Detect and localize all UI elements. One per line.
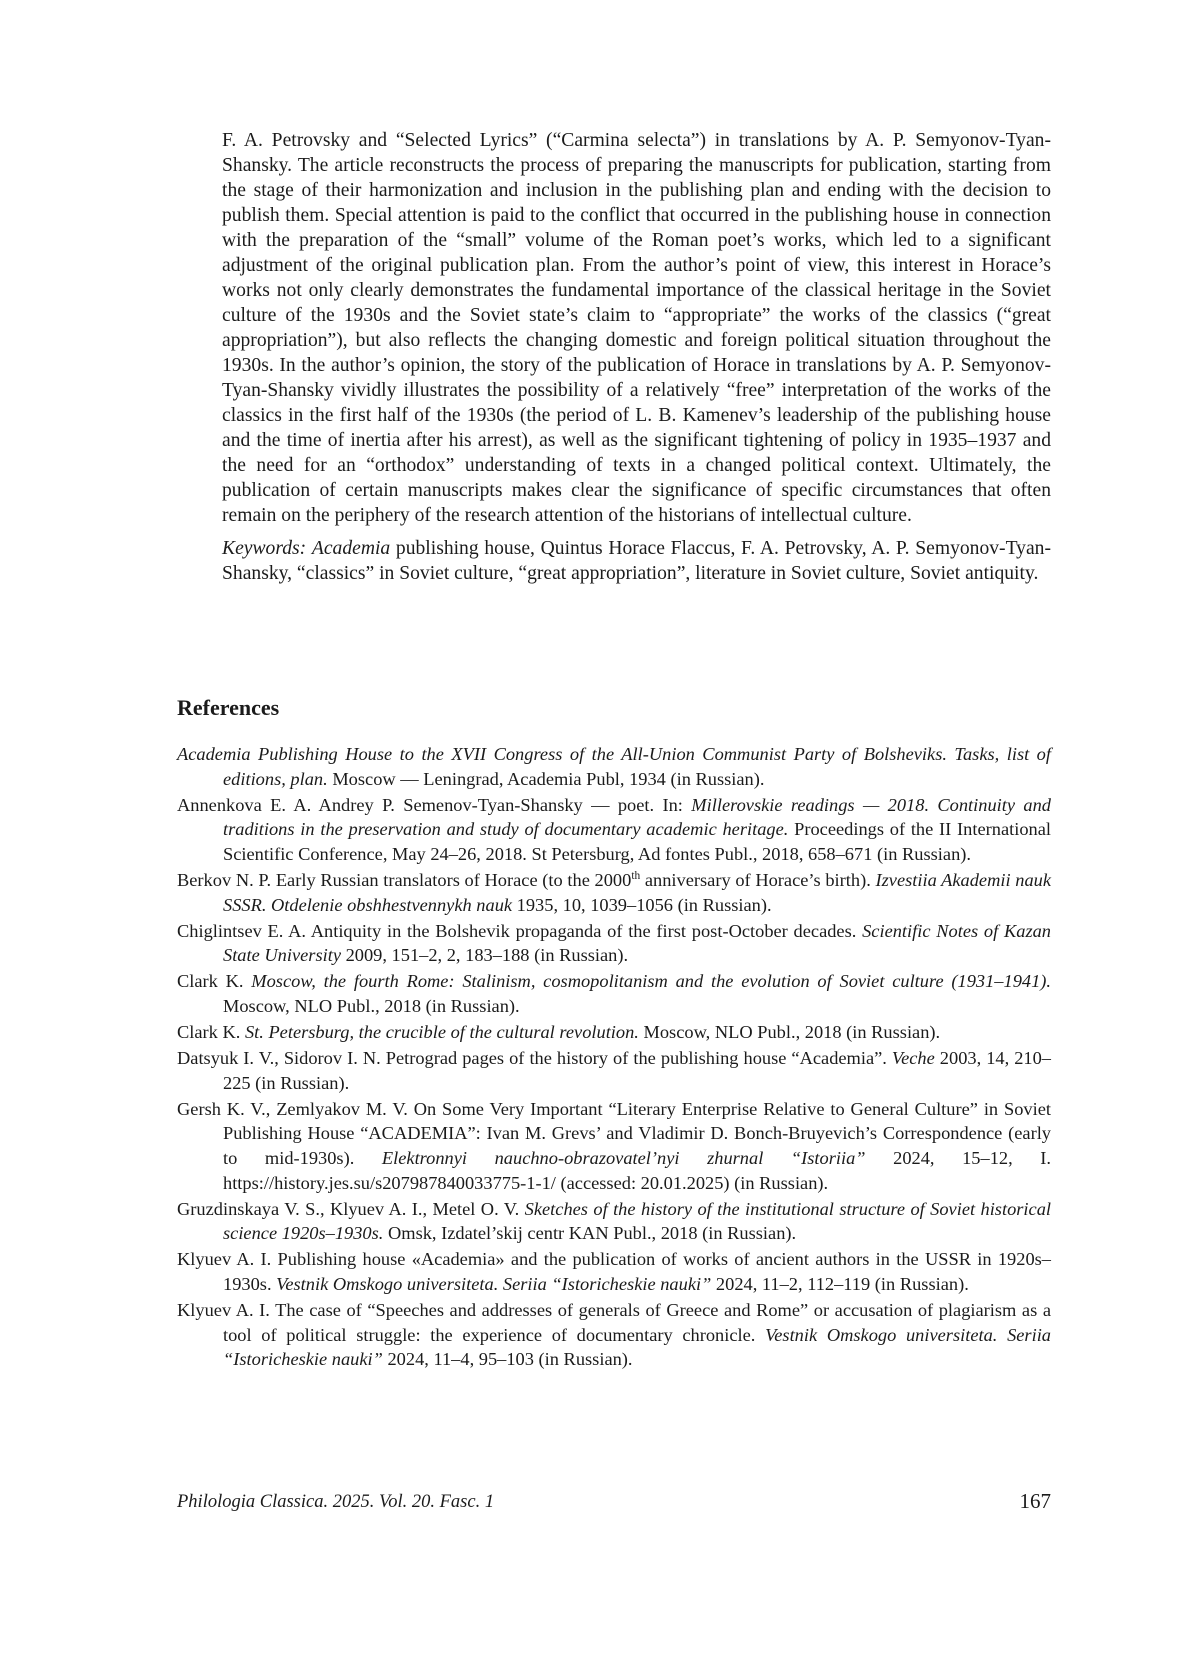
ref-title: Vestnik Omskogo universiteta. Seriia “Istoricheskie nauki” (223, 1324, 1051, 1370)
ref-author: Chiglintsev E. A. Antiquity in the Bolshevik propaganda of the first post-October decades. (177, 920, 863, 941)
ref-author-cont: anniversary of Horace’s birth). (640, 869, 876, 890)
ref-details: 1935, 10, 1039–1056 (in Russian). (512, 894, 772, 915)
footer-journal-citation: Philologia Classica. 2025. Vol. 20. Fasc. 1 (177, 1492, 495, 1512)
ref-details: 2009, 151–2, 2, 183–188 (in Russian). (340, 945, 629, 966)
ref-author: Gersh K. V., Zemlyakov M. V. On Some Very Important “Literary Enterprise Relative to General Culture” in Soviet Publishing House “ACADEMIA”: Ivan M. Grevs’ and Vladimir D. Bonch-Bruyevich’s Correspondence (early to mid-1930s). (177, 1098, 1051, 1168)
reference-item (177, 1197, 1051, 1246)
ref-title: Moscow, the fourth Rome: Stalinism, cosmopolitanism and the evolution of Soviet culture (1931–1941). (251, 971, 1052, 992)
ref-author: Berkov N. P. Early Russian translators of Horace (to the 2000 (177, 869, 632, 890)
reference-item (177, 793, 1051, 867)
ref-author: Klyuev A. I. Publishing house «Academia» and the publication of works of ancient authors in the USSR in 1920s–1930s. (177, 1249, 1051, 1294)
ref-title: Elektronnyi nauchno-obrazovatel’nyi zhurnal “Istoriia” (381, 1148, 866, 1168)
page-number: 167 (1019, 1489, 1051, 1513)
reference-item (177, 1020, 1051, 1045)
ref-title: Scientific Notes of Kazan State University (223, 920, 1051, 966)
ref-author: Gruzdinskaya V. S., Klyuev A. I., Metel O. V. (177, 1198, 525, 1219)
ref-author: Clark K. (177, 1022, 245, 1043)
ref-title: St. Petersburg, the crucible of the cultural revolution. (244, 1022, 639, 1043)
keywords-list: publishing house, Quintus Horace Flaccus, F. A. Petrovsky, A. P. Semyonov-Tyan-Shansky, “classics” in Soviet culture, “great appropriation”, literature in Soviet culture, Soviet antiquity. (222, 538, 1051, 584)
ref-author: Clark K. (177, 971, 252, 992)
ref-details: 2024, 15–12, I. https://history.jes.su/s207987840033775-1-1/ (accessed: 20.01.2025) (in Russian). (223, 1148, 1052, 1193)
reference-item (177, 742, 1051, 791)
ref-title: Sketches of the history of the institutional structure of Soviet historical science 1920s–1930s. (223, 1198, 1052, 1244)
keywords-label: Keywords: (222, 538, 307, 559)
ref-title: Academia Publishing House to the XVII Congress of the All-Union Communist Party of Bolsheviks. Tasks, list of editions, plan. (177, 744, 1051, 789)
ref-superscript: th (631, 869, 641, 882)
ref-details: Proceedings of the II International Scientific Conference, May 24–26, 2018. St Petersburg, Ad fontes Publ., 2018, 658–671 (in Russian). (223, 819, 1051, 864)
ref-author: Annenkova E. A. Andrey P. Semenov-Tyan-Shansky — poet. In: (177, 794, 692, 815)
reference-item (177, 1298, 1051, 1372)
ref-details: Moscow — Leningrad, Academia Publ, 1934 (in Russian). (327, 768, 765, 789)
ref-details: 2024, 11–4, 95–103 (in Russian). (382, 1349, 633, 1370)
ref-details: Omsk, Izdatel’skij centr KAN Publ., 2018 (in Russian). (383, 1223, 797, 1244)
ref-details: 2024, 11–2, 112–119 (in Russian). (711, 1273, 969, 1294)
abstract-body: F. A. Petrovsky and “Selected Lyrics” (“Carmina selecta”) in translations by A. P. Semyonov-Tyan-Shansky. The article reconstructs the process of preparing the manuscripts for publication, starting from the stage of their harmonization and inclusion in the publishing plan and ending with the decision to publish them. Special attention is paid to the conflict that occurred in the publishing house in connection with the preparation of the “small” volume of the Roman poet’s works, which led to a significant adjustment of the original publication plan. From the author’s point of view, this interest in Horace’s works not only clearly demonstrates the fundamental importance of the classical heritage in the Soviet culture of the 1930s and the Soviet state’s claim to “appropriate” the works of the classics (“great appropriation”), but also reflects the changing domestic and foreign political situation throughout the 1930s. In the author’s opinion, the story of the publication of Horace in translations by A. P. Semyonov-Tyan-Shansky vividly illustrates the possibility of a relatively “free” interpretation of the works of the classics in the first half of the 1930s (the period of L. B. Kamenev’s leadership of the publishing house and the time of inertia after his arrest), as well as the significant tightening of policy in 1935–1937 and the need for an “orthodox” understanding of texts in a changed political context. Ultimately, the publication of certain manuscripts makes clear the significance of specific circumstances that often remain on the periphery of the research attention of the historians of intellectual culture. (222, 130, 1051, 526)
references-list (177, 742, 1051, 1373)
keywords-first: Academia (311, 538, 391, 559)
abstract-section (222, 128, 1051, 586)
ref-details: 2003, 14, 210–225 (in Russian). (223, 1048, 1051, 1093)
ref-title: Izvestiia Akademii nauk SSSR. Otdelenie obshhestvennykh nauk (223, 869, 1052, 915)
reference-item (177, 868, 1051, 917)
reference-item (177, 1046, 1051, 1095)
references-heading: References (177, 695, 280, 720)
ref-author: Klyuev A. I. The case of “Speeches and addresses of generals of Greece and Rome” or accusation of plagiarism as a tool of political struggle: the experience of documentary chronicle. (177, 1300, 1051, 1345)
ref-details: Moscow, NLO Publ., 2018 (in Russian). (223, 995, 520, 1016)
ref-details: Moscow, NLO Publ., 2018 (in Russian). (638, 1022, 941, 1043)
ref-title: Vestnik Omskogo universiteta. Seriia “Istoricheskie nauki” (276, 1273, 712, 1294)
ref-title: Millerovskie readings — 2018. Continuity and traditions in the preservation and study of documentary academic heritage. (223, 794, 1052, 840)
reference-item (177, 1097, 1051, 1195)
ref-title: Veche (891, 1048, 935, 1069)
reference-item (177, 1247, 1051, 1296)
reference-item (177, 969, 1051, 1018)
reference-item (177, 919, 1051, 968)
keywords-paragraph (222, 536, 1051, 586)
ref-author: Datsyuk I. V., Sidorov I. N. Petrograd pages of the history of the publishing house “Academia”. (177, 1048, 892, 1069)
